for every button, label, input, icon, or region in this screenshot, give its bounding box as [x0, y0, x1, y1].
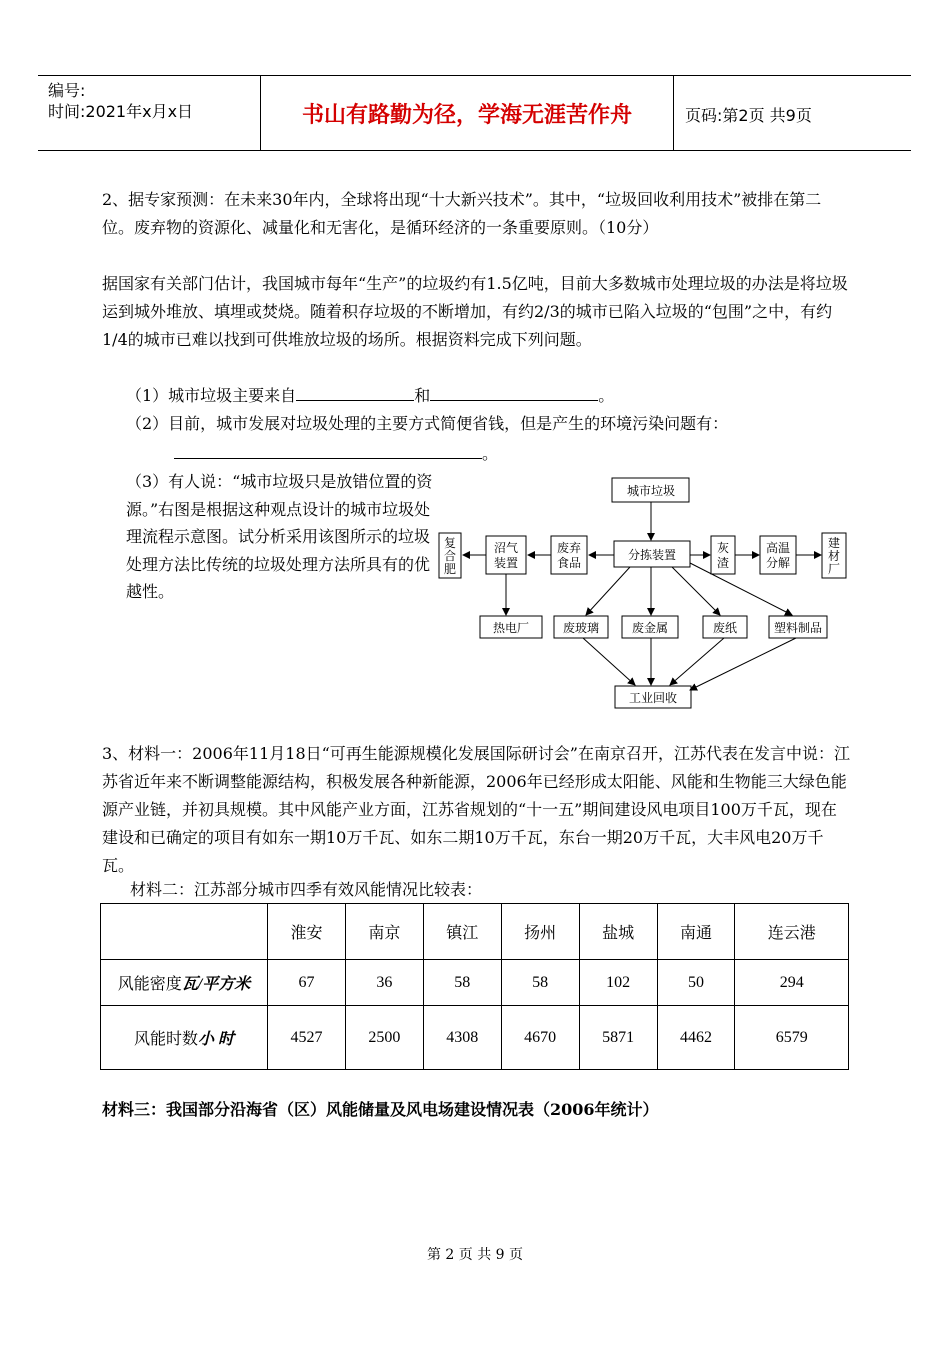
table-col-header: 淮安 [268, 904, 346, 960]
header-page-number: 页码:第2页 共9页 [685, 106, 812, 125]
answer-blank-3[interactable] [174, 442, 482, 459]
label-city-garbage: 城市垃圾 [626, 484, 676, 498]
header-meta [48, 80, 193, 122]
table-cell: 4462 [657, 1006, 735, 1070]
q2-sub1-and: 和 [414, 386, 431, 405]
label-glass: 废玻璃 [562, 621, 600, 635]
label-high-temp-1: 高温 [765, 541, 791, 555]
page-footer: 第 2 页 共 9 页 [426, 1247, 524, 1263]
header-top-rule [38, 75, 911, 76]
table-cell: 6579 [735, 1006, 849, 1070]
table-cell: 58 [423, 960, 501, 1006]
table-corner [101, 904, 268, 960]
q2-sub1 [126, 382, 850, 410]
time-label: 时间:2021年x月x日 [48, 102, 194, 121]
table-cell: 4308 [423, 1006, 501, 1070]
label-power-plant: 热电厂 [492, 621, 530, 635]
label-building-3: 厂 [827, 562, 841, 576]
table-cell: 67 [268, 960, 346, 1006]
q2-sub1-text: （1）城市垃圾主要来自 [126, 386, 297, 405]
label-waste-food-2: 食品 [556, 556, 582, 570]
header-bottom-rule [38, 150, 911, 151]
label-ash-2: 渣 [716, 556, 730, 570]
q3-material2: 材料二：江苏部分城市四季有效风能情况比较表： [130, 880, 483, 899]
q2-passage: 据国家有关部门估计，我国城市每年“生产”的垃圾约有1.5亿吨，目前大多数城市处理垃圾的办法是将垃圾运到城外堆放、填埋或焚烧。随着积存垃圾的不断增加，有约2/3的城市已陷入垃圾的“包围”之中，有约1/4的城市已难以找到可供堆放垃圾的场所。根据资料完成下列问题。 [102, 274, 848, 349]
q2-sub2-end: 。 [482, 444, 499, 463]
table-header-row [101, 904, 849, 960]
table-cell: 50 [657, 960, 735, 1006]
label-building-1: 建 [827, 536, 841, 550]
table-col-header: 扬州 [501, 904, 579, 960]
row-unit: 瓦/平方米 [181, 976, 251, 993]
table-col-header: 镇江 [423, 904, 501, 960]
table-cell: 4670 [501, 1006, 579, 1070]
table-col-header: 连云港 [735, 904, 849, 960]
label-plastic: 塑料制品 [773, 621, 823, 635]
label-building-2: 材 [827, 549, 841, 563]
table-cell: 102 [579, 960, 657, 1006]
table-cell: 4527 [268, 1006, 346, 1070]
q3-material3: 材料三：我国部分沿海省（区）风能储量及风电场建设情况表（2006年统计） [102, 1100, 659, 1119]
table-cell: 5871 [579, 1006, 657, 1070]
table-cell: 58 [501, 960, 579, 1006]
header-motto: 书山有路勤为径，学海无涯苦作舟 [301, 103, 632, 128]
table-col-header: 盐城 [579, 904, 657, 960]
q2-sub2-answer [174, 440, 574, 468]
answer-blank-2[interactable] [430, 384, 598, 401]
label-ash-1: 灰 [716, 541, 730, 555]
number-label: 编号: [48, 81, 86, 100]
answer-blank-1[interactable] [296, 384, 414, 401]
table-cell: 2500 [345, 1006, 423, 1070]
table-col-header: 南京 [345, 904, 423, 960]
row-label-text: 风能时数 [133, 1031, 198, 1048]
table-row [101, 1006, 849, 1070]
q2-sub3: （3）有人说：“城市垃圾只是放错位置的资源。”右图是根据这种观点设计的城市垃圾处理流程示意图。试分析采用该图所示的垃圾处理方法比传统的垃圾处理方法所具有的优越性。 [126, 472, 433, 601]
row-label-text: 风能密度 [117, 976, 182, 993]
label-compost-2: 合 [443, 549, 457, 563]
label-high-temp-2: 分解 [765, 556, 791, 570]
label-biogas-1: 沼气 [493, 541, 519, 555]
label-paper: 废纸 [712, 621, 738, 635]
table-cell: 294 [735, 960, 849, 1006]
label-waste-food-1: 废弃 [556, 541, 582, 555]
table-cell: 36 [345, 960, 423, 1006]
wind-energy-table [100, 903, 849, 1070]
label-industrial: 工业回收 [628, 691, 678, 705]
q2-sub2: （2）目前，城市发展对垃圾处理的主要方式简便省钱，但是产生的环境污染问题有： [126, 414, 729, 433]
label-compost-1: 复 [443, 536, 457, 550]
label-sorting: 分拣装置 [627, 548, 677, 562]
label-compost-3: 肥 [443, 562, 457, 576]
q2-sub1-end: 。 [598, 386, 615, 405]
q3-material1: 3、材料一：2006年11月18日“可再生能源规模化发展国际研讨会”在南京召开，江苏代表在发言中说：江苏省近年来不断调整能源结构，积极发展各种新能源，2006年已经形成太阳能、风能和生物能三大绿色能源产业链，并初具规模。其中风能产业方面，江苏省规划的“十一五”期间建设风电项目100万千瓦，现在建设和已确定的项目有如东一期10万千瓦、如东二期10万千瓦，东台一期20万千瓦，大丰风电20万千瓦。 [102, 744, 850, 875]
row-unit: 小 时 [198, 1031, 235, 1048]
garbage-flowchart [430, 470, 850, 715]
label-biogas-2: 装置 [493, 556, 519, 570]
header-divider [673, 75, 674, 150]
row-label [101, 960, 268, 1006]
table-row [101, 960, 849, 1006]
row-label [101, 1006, 268, 1070]
table-col-header: 南通 [657, 904, 735, 960]
label-metal: 废金属 [631, 621, 669, 635]
q2-intro: 2、据专家预测：在未来30年内，全球将出现“十大新兴技术”。其中，“垃圾回收利用技术”被排在第二位。废弃物的资源化、减量化和无害化，是循环经济的一条重要原则。（10分） [102, 190, 822, 237]
header-divider [260, 75, 261, 150]
